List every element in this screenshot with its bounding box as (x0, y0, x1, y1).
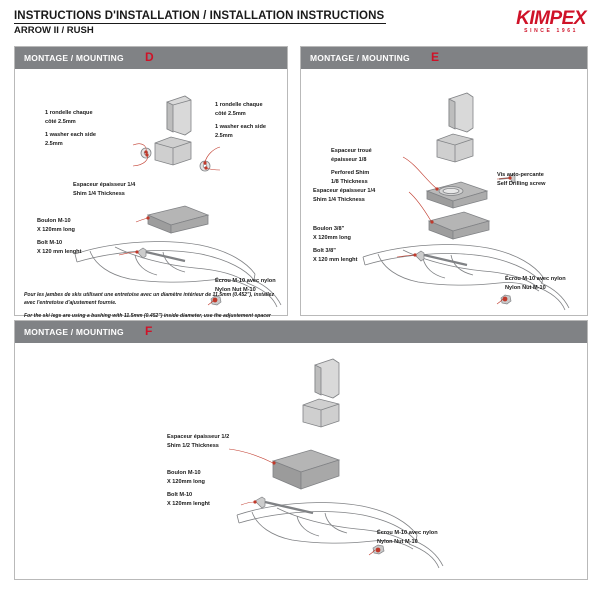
panel-f-letter: F (145, 324, 153, 338)
callout-bolt: Boulon M-10 X 120mm long (167, 470, 205, 485)
callout-self-drilling-screw: Vis auto-percante Self Drilling screw (497, 172, 546, 187)
callout-bolt-en: Bolt 3/8" X 120 mm lenght (313, 248, 358, 263)
callout-bolt-en: Bolt M-10 X 120 mm lenght (37, 240, 82, 255)
panel-d-header (15, 47, 287, 69)
callout-shim: Espaceur épaisseur 1/2 Shim 1/2 Thickness (167, 434, 230, 449)
page-header (0, 0, 600, 42)
callout-shim: Espaceur épaisseur 1/4 Shim 1/4 Thickness (313, 188, 376, 203)
callout-washer-left: 1 rondelle chaque côté 2.5mm (45, 110, 93, 125)
callout-bolt: Boulon M-10 X 120mm long (37, 218, 75, 233)
page-title: INSTRUCTIONS D'INSTALLATION / INSTALLATION INSTRUCTIONS (14, 10, 385, 22)
callout-bolt-en: Bolt M-10 X 120mm lenght (167, 492, 210, 507)
panel-mounting-e (300, 46, 588, 316)
callout-nut: Écrou M-10 avec nylon Nylon Nut M-10 (377, 530, 438, 545)
brand-tagline: SINCE 1961 (524, 28, 578, 34)
panel-d-body (15, 69, 287, 320)
header-divider (14, 23, 386, 24)
panel-f-diagram (15, 343, 587, 579)
callout-nut: Écrou M-10 avec nylon Nylon Nut M-10 (215, 278, 276, 293)
panel-e-body (301, 69, 587, 315)
callout-washer-right: 1 rondelle chaque côté 2.5mm (215, 102, 263, 117)
kimpex-logo (516, 8, 586, 34)
callout-shim: Espaceur épaisseur 1/4 Shim 1/4 Thickness (73, 182, 136, 197)
panel-d-note: Pour les jambes de skis utilisant une entretoise avec un diamètre intérieur de 11.5mm (0.452"), installez avec l'entretoise d'ajustement fournie. For the ski legs are using a bushing with 11.5mm (0.452") inside diameter, use the adjustement spacer (24, 292, 275, 320)
callout-perfored-shim-en: Perfored Shim 1/8 Thickness (331, 170, 370, 185)
callout-washer-right-en: 1 washer each side 2.5mm (215, 124, 266, 139)
callout-washer-left-en: 1 washer each side 2.5mm (45, 132, 96, 147)
panel-e-letter: E (431, 50, 440, 64)
page-subtitle: ARROW II / RUSH (14, 25, 94, 36)
callout-bolt: Boulon 3/8" X 120mm long (313, 226, 351, 241)
panel-mounting-d (14, 46, 288, 320)
brand-name: KIMPEX (516, 8, 586, 29)
panel-d-header-label: MONTAGE / MOUNTING (24, 53, 124, 63)
panel-f-header-label: MONTAGE / MOUNTING (24, 327, 124, 337)
panel-d-letter: D (145, 50, 154, 64)
callout-perfored-shim: Espaceur troué épaisseur 1/8 (331, 148, 372, 163)
callout-nut: Écrou M-10 avec nylon Nylon Nut M-10 (505, 276, 566, 291)
panel-f-header (15, 321, 587, 343)
panel-e-header (301, 47, 587, 69)
panel-e-header-label: MONTAGE / MOUNTING (310, 53, 410, 63)
panel-f-body (15, 343, 587, 579)
panel-mounting-f (14, 320, 588, 580)
